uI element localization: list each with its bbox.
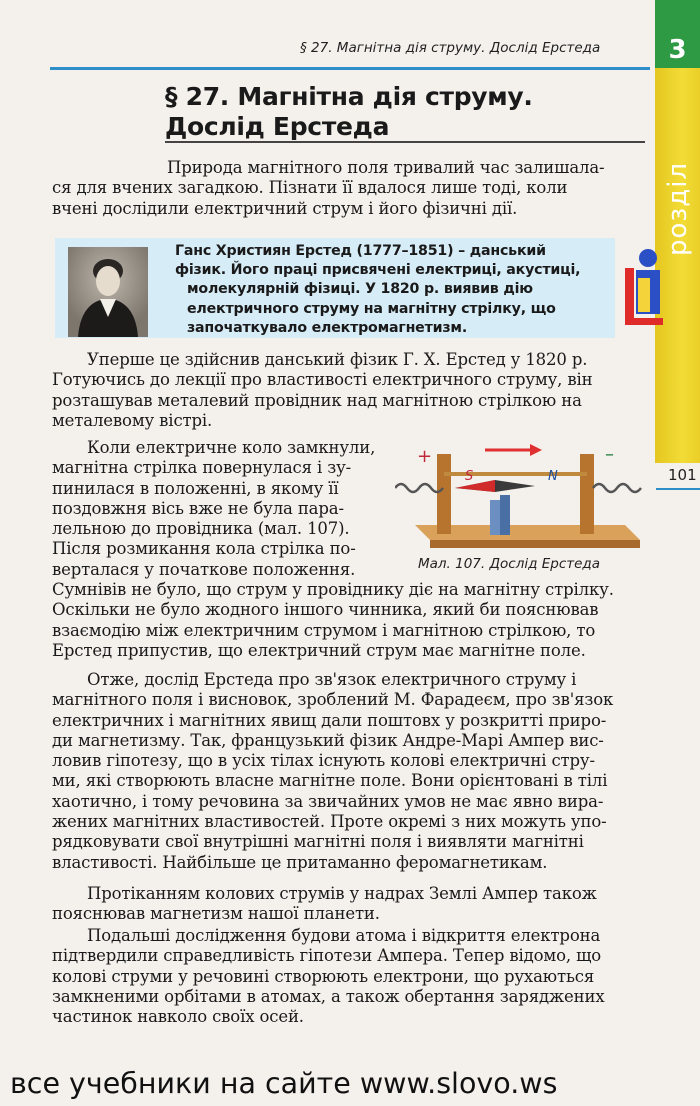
text-line: пинилася в положенні, в якому її	[52, 478, 339, 498]
text-line: фізик. Його праці присвячені електриці, акустиці,	[175, 262, 581, 279]
title-line-1: § 27. Магнітна дія струму.	[165, 82, 533, 111]
oersted-portrait-image	[68, 247, 148, 337]
text-line: ди магнетизму. Так, французький фізик Андре-Марі Ампер вис-	[52, 730, 604, 750]
text-line: Природа магнітного поля тривалий час залишала-	[167, 158, 605, 177]
text-line: пояснював магнетизм нашої планети.	[52, 904, 380, 924]
minus-label: –	[605, 444, 614, 465]
paragraph	[52, 438, 387, 580]
title-line-2: Дослід Ерстеда	[165, 112, 390, 141]
text-line: ловив гіпотезу, що в усіх тілах існують колові електричні стру-	[52, 751, 595, 771]
text-line: Уперше це здійснив данський фізик Г. Х. Ерстед у 1820 р.	[87, 350, 588, 369]
text-line: молекулярній фізиці. У 1820 р. виявив дію	[187, 281, 533, 298]
paragraph	[52, 670, 645, 873]
text-line: Готуючись до лекції про властивості електричного струму, він	[52, 370, 593, 390]
text-line: металевому вістрі.	[52, 410, 213, 430]
paragraph	[52, 580, 645, 661]
text-line: Коли електричне коло замкнули,	[87, 438, 376, 457]
text-line: ми, які створюють власне магнітне поле. Вони орієнтовані в тілі	[52, 771, 608, 791]
text-line: електричних і магнітних явищ дали поштовх у розкритті приро-	[52, 710, 607, 730]
text-line: ся для вчених загадкою. Пізнати її вдалося лише тоді, коли	[52, 178, 568, 198]
text-line: розташував металевий провідник над магнітною стрілкою на	[52, 390, 582, 410]
page-number-rule	[656, 488, 700, 490]
text-line: властивості. Найбільше це притаманно феромагнетикам.	[52, 852, 548, 872]
chapter-number: 3	[655, 0, 700, 68]
oersted-experiment-figure	[395, 440, 645, 555]
text-line: підтвердили справедливість гіпотези Ампера. Тепер відомо, що	[52, 946, 602, 966]
text-line: рядковувати свої внутрішні магнітні поля і виявляти магнітні	[52, 832, 584, 852]
text-line: Сумнівів не було, що струм у провіднику діє на магнітну стрілку.	[52, 580, 614, 599]
text-line: жених магнітних властивостей. Проте окремі з них можуть упо-	[52, 812, 607, 832]
pole-s-label: S	[465, 469, 474, 484]
figure-caption: Мал. 107. Дослід Ерстеда	[418, 556, 601, 572]
paragraph	[52, 926, 645, 1027]
text-line: поздовжня вісь вже не була пара-	[52, 498, 344, 518]
text-line: колові струми у речовині створюють електрони, що рухаються	[52, 966, 595, 986]
page-title	[165, 82, 533, 142]
intro-paragraph	[52, 158, 645, 219]
text-line: замкненими орбітами в атомах, а також обертання заряджених	[52, 986, 605, 1006]
text-line: Подальші дослідження будови атома і відкриття електрона	[87, 926, 601, 945]
text-line: магнітного поля і висновок, зроблений М. Фарадеєм, про зв'язок	[52, 690, 614, 710]
footer-site-banner: все учебники на сайте www.slovo.ws	[10, 1067, 558, 1100]
plus-label: +	[417, 446, 433, 467]
text-line: Оскільки не було жодного іншого чинника, який би пояснював	[52, 600, 599, 620]
text-line: Після розмикання кола стрілка по-	[52, 539, 356, 559]
page-number: 101	[668, 466, 697, 484]
text-line: започаткувало електромагнетизм.	[187, 319, 468, 336]
info-icon	[624, 248, 664, 326]
text-line: вчені дослідили електричний струм і його фізичні дії.	[52, 198, 518, 218]
paragraph	[52, 350, 645, 431]
text-line: частинок навколо своїх осей.	[52, 1007, 304, 1027]
running-title: § 27. Магнітна дія струму. Дослід Ерстеда	[300, 40, 601, 56]
text-line: лельною до провідника (мал. 107).	[52, 519, 350, 539]
text-line: взаємодію між електричним струмом і магнітною стрілкою, то	[52, 620, 596, 640]
text-line: Ерстед припустив, що електричний струм має магнітне поле.	[52, 640, 586, 660]
chapter-label: розділ	[663, 161, 693, 256]
text-line: Отже, дослід Ерстеда про зв'язок електричного струму і	[87, 670, 577, 689]
pole-n-label: N	[548, 469, 558, 484]
text-line: електричного струму на магнітну стрілку, що	[187, 300, 556, 317]
text-line: Протіканням колових струмів у надрах Землі Ампер також	[87, 884, 597, 903]
title-rule	[165, 141, 645, 143]
text-line: Ганс Християн Ерстед (1777–1851) – данський	[175, 243, 546, 259]
biography-text	[175, 242, 580, 338]
paragraph	[52, 884, 645, 925]
header-rule	[50, 67, 650, 70]
text-line: хаотично, і тому речовина за звичайних умов не має явно вира-	[52, 791, 604, 811]
text-line: верталася у початкове положення.	[52, 559, 356, 579]
text-line: магнітна стрілка повернулася і зу-	[52, 458, 352, 478]
